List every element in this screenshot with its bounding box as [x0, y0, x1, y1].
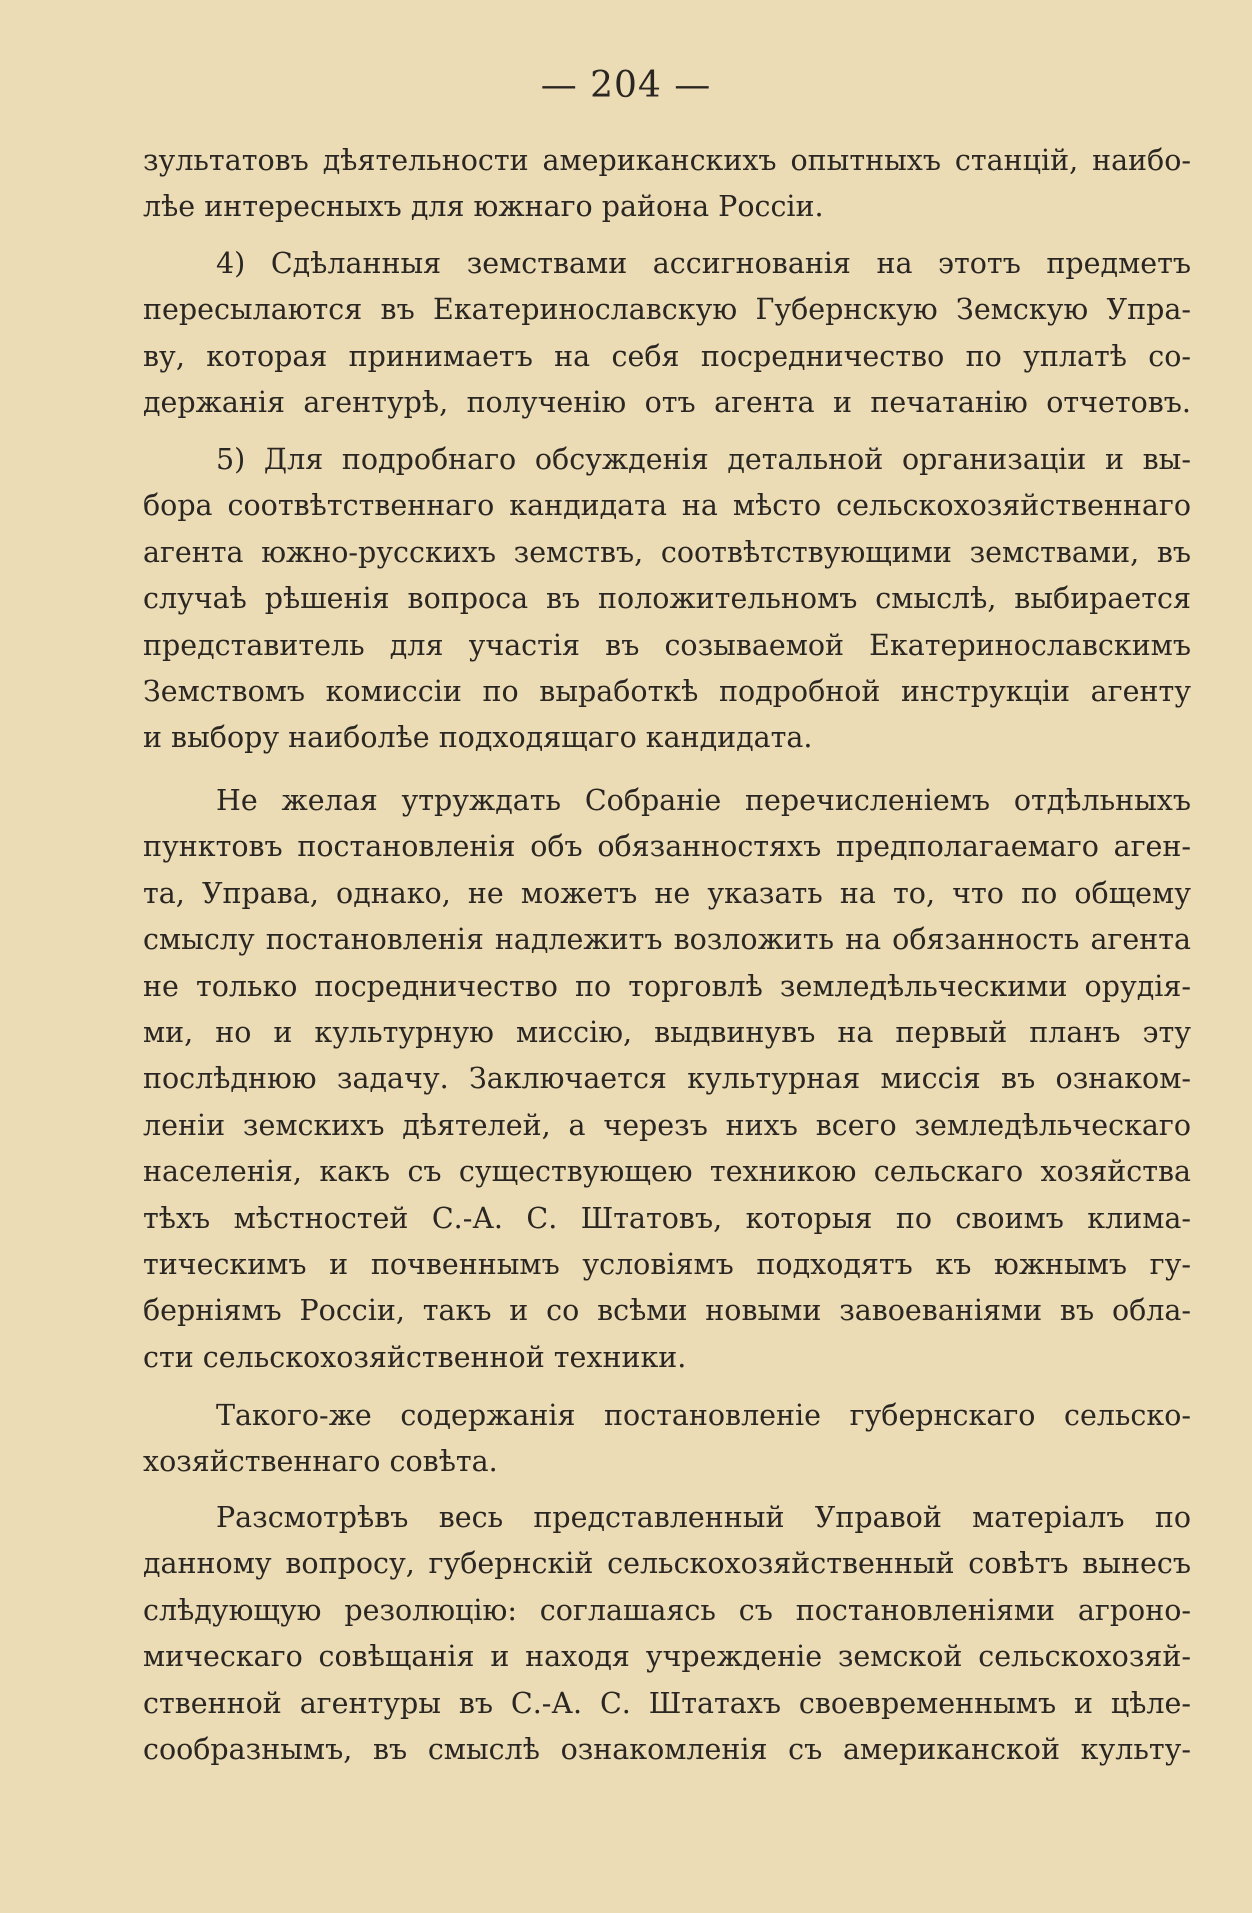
paragraph-uprava	[143, 778, 1191, 1381]
text-line: смыслу постановленія надлежитъ возложить на обязанность агента	[143, 923, 1191, 957]
text-line: хозяйственнаго совѣта.	[143, 1445, 498, 1479]
text-line: тѣхъ мѣстностей С.-А. С. Штатовъ, которыя по своимъ клима-	[143, 1201, 1191, 1235]
text-line: леніи земскихъ дѣятелей, а черезъ нихъ всего земледѣльческаго	[143, 1108, 1191, 1142]
text-line: та, Управа, однако, не можетъ не указать на то, что по общему	[143, 876, 1191, 910]
text-line: не только посредничество по торговлѣ земледѣльческими орудія-	[143, 969, 1191, 1003]
text-line: 4) Сдѣланныя земствами ассигнованія на этотъ предметъ	[216, 247, 1191, 280]
text-line: агента южно-русскихъ земствъ, соотвѣтствующими земствами, въ	[143, 535, 1191, 569]
text-line: населенія, какъ съ существующею техникою сельскаго хозяйства	[143, 1155, 1191, 1189]
text-line: данному вопросу, губернскій сельскохозяйственный совѣтъ вынесъ	[143, 1547, 1191, 1581]
text-line: пересылаются въ Екатеринославскую Губернскую Земскую Упра-	[143, 293, 1191, 327]
text-line: 5) Для подробнаго обсужденія детальной организаціи и вы-	[216, 443, 1191, 476]
text-line: слѣдующую резолюцію: соглашаясь съ постановленіями агроно-	[143, 1593, 1191, 1627]
text-line: Земствомъ комиссіи по выработкѣ подробной инструкціи агенту	[143, 674, 1191, 708]
paragraph-continuation	[143, 138, 1191, 231]
paragraph-council	[143, 1393, 1191, 1486]
text-line: и выбору наиболѣе подходящаго кандидата.	[143, 721, 813, 755]
text-line: зультатовъ дѣятельности американскихъ опытныхъ станцій, наибо-	[143, 144, 1191, 177]
text-line: бора соотвѣтственнаго кандидата на мѣсто сельскохозяйственнаго	[143, 489, 1191, 523]
text-line: сообразнымъ, въ смыслѣ ознакомленія съ американской культу-	[143, 1732, 1191, 1766]
text-line: Такого-же содержанія постановленіе губернскаго сельско-	[216, 1399, 1191, 1432]
paragraph-resolution	[143, 1495, 1191, 1773]
paragraph-item-4	[143, 241, 1191, 427]
text-line: ственной агентуры въ С.-А. С. Штатахъ своевременнымъ и цѣле-	[143, 1686, 1191, 1720]
text-line: пунктовъ постановленія объ обязанностяхъ предполагаемаго аген-	[143, 830, 1191, 864]
text-line: Не желая утруждать Собраніе перечисленіемъ отдѣльныхъ	[216, 784, 1191, 817]
text-line: случаѣ рѣшенія вопроса въ положительномъ смыслѣ, выбирается	[143, 582, 1191, 616]
text-line: послѣднюю задачу. Заключается культурная миссія въ ознаком-	[143, 1062, 1191, 1096]
paragraph-item-5	[143, 437, 1191, 762]
text-line: представитель для участія въ созываемой Екатеринославскимъ	[143, 628, 1191, 662]
text-line: ву, которая принимаетъ на себя посредничество по уплатѣ со-	[143, 339, 1191, 373]
text-line: тическимъ и почвеннымъ условіямъ подходятъ къ южнымъ гу-	[143, 1247, 1191, 1281]
text-line: сти сельскохозяйственной техники.	[143, 1340, 687, 1374]
page-number: — 204 —	[540, 65, 712, 106]
text-line: мическаго совѣщанія и находя учрежденіе земской сельскохозяй-	[143, 1640, 1191, 1674]
text-line: Разсмотрѣвъ весь представленный Управой матеріалъ по	[216, 1501, 1191, 1534]
text-line: берніямъ Россіи, такъ и со всѣми новыми завоеваніями въ обла-	[143, 1294, 1191, 1328]
text-line: ми, но и культурную миссію, выдвинувъ на первый планъ эту	[143, 1015, 1191, 1049]
text-line: лѣе интересныхъ для южнаго района Россіи.	[143, 190, 824, 224]
text-line: держанія агентурѣ, полученію отъ агента и печатанію отчетовъ.	[143, 386, 1191, 420]
